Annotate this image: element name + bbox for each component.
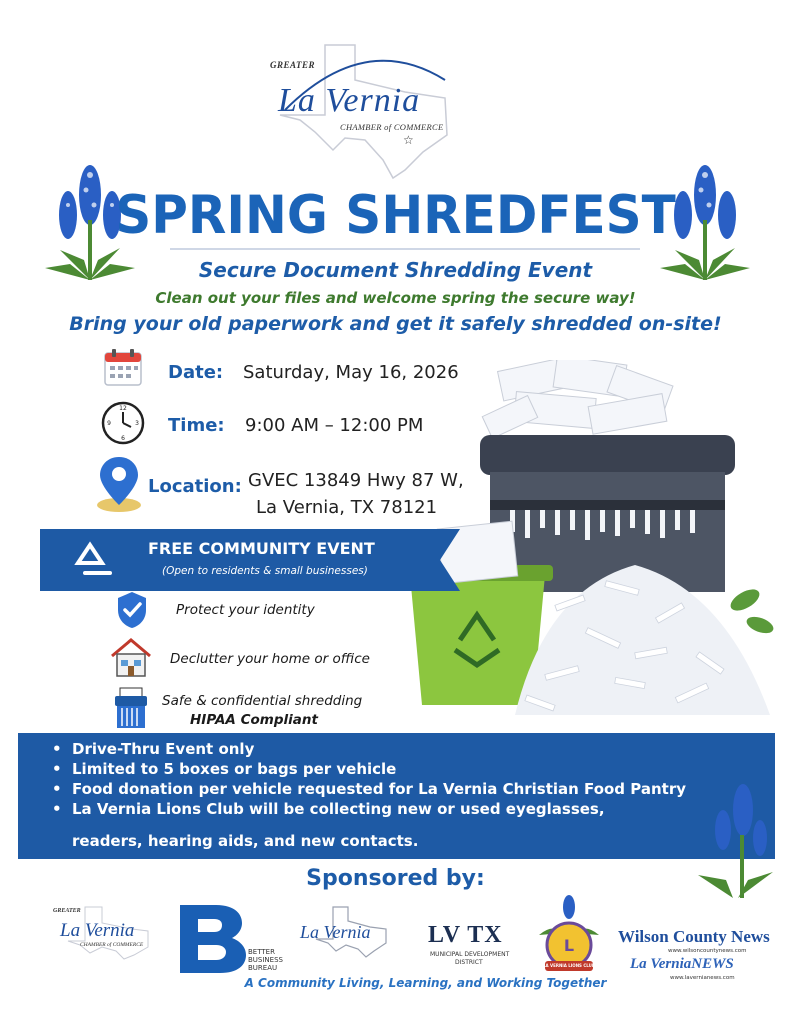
title-divider — [170, 248, 640, 250]
svg-text:6: 6 — [121, 435, 125, 442]
sponsor-city-name: La Vernia — [300, 922, 371, 942]
location-line-1: GVEC 13849 Hwy 87 W, — [248, 470, 464, 491]
banner-subtitle: (Open to residents & small businesses) — [162, 565, 368, 577]
date-label: Date: — [168, 362, 224, 383]
bbb-text — [248, 948, 283, 972]
benefit-identity: Protect your identity — [176, 602, 315, 618]
location-line-2: La Vernia, TX 78121 — [256, 497, 438, 518]
sponsored-by-heading: Sponsored by: — [306, 866, 485, 891]
rule-lions-club-continued: readers, hearing aids, and new contacts. — [72, 832, 419, 850]
event-rules-list — [52, 739, 762, 819]
event-title: SPRING SHREDFEST — [115, 184, 676, 246]
logo-chamber: CHAMBER of COMMERCE — [340, 122, 444, 132]
star-icon: ☆ — [403, 133, 414, 147]
bbb-line-1: BETTER — [248, 948, 275, 956]
date-value: Saturday, May 16, 2026 — [243, 362, 459, 383]
sponsor-chamber-greater: GREATER — [53, 908, 81, 914]
event-subtitle: Secure Document Shredding Event — [198, 258, 593, 282]
lvtx-sub-1: MUNICIPAL DEVELOPMENT — [430, 951, 510, 958]
house-icon — [108, 636, 154, 678]
clock-icon — [100, 400, 146, 446]
lions-club-label: LA VERNIA LIONS CLUB — [543, 963, 595, 968]
rule-food-donation: • Food donation per vehicle requested for La Vernia Christian Food Pantry — [52, 779, 762, 799]
bbb-logo-icon — [180, 905, 248, 973]
benefit-declutter: Declutter your home or office — [170, 651, 370, 667]
footer-tagline: A Community Living, Learning, and Working Together — [244, 976, 607, 990]
svg-text:3: 3 — [135, 420, 139, 427]
banner-title: FREE COMMUNITY EVENT — [148, 539, 375, 558]
wcn-name: Wilson County News — [618, 927, 770, 946]
benefit-confidential: Safe & confidential shredding — [162, 693, 363, 709]
location-pin-icon — [95, 455, 143, 513]
sponsor-chamber-name: La Vernia — [60, 920, 135, 941]
wcn-url: www.wilsoncountynews.com — [668, 948, 747, 954]
time-value: 9:00 AM – 12:00 PM — [245, 415, 424, 436]
benefit-hipaa: HIPAA Compliant — [190, 712, 318, 728]
tagline-paperwork: Bring your old paperwork and get it safely shredded on-site! — [69, 313, 722, 335]
svg-text:12: 12 — [119, 405, 127, 412]
shredder-illustration — [405, 360, 775, 735]
shredder-icon — [112, 686, 150, 730]
rule-drive-thru: • Drive-Thru Event only — [52, 739, 762, 759]
bbb-line-3: BUREAU — [248, 964, 278, 972]
lvtx-logo: LV TX — [428, 922, 503, 948]
sponsor-chamber-sub: CHAMBER of COMMERCE — [80, 942, 144, 948]
rule-box-limit: • Limited to 5 boxes or bags per vehicle — [52, 759, 762, 779]
location-label: Location: — [148, 476, 242, 497]
bbb-line-2: BUSINESS — [248, 956, 283, 964]
lvn-url: www.lavernianews.com — [670, 975, 735, 981]
rule-lions-club: • La Vernia Lions Club will be collecting new or used eyeglasses, — [52, 799, 762, 819]
svg-text:L: L — [563, 936, 575, 955]
lvn-name: La VerniaNEWS — [630, 956, 734, 972]
svg-text:9: 9 — [107, 420, 111, 427]
lvtx-sub-2: DISTRICT — [455, 959, 483, 966]
time-label: Time: — [168, 415, 225, 436]
tagline-spring: Clean out your files and welcome spring the secure way! — [155, 289, 636, 307]
logo-greater: GREATER — [270, 60, 316, 70]
logo-name: La Vernia — [278, 82, 421, 119]
shield-check-icon — [112, 590, 152, 630]
calendar-icon — [103, 347, 143, 387]
